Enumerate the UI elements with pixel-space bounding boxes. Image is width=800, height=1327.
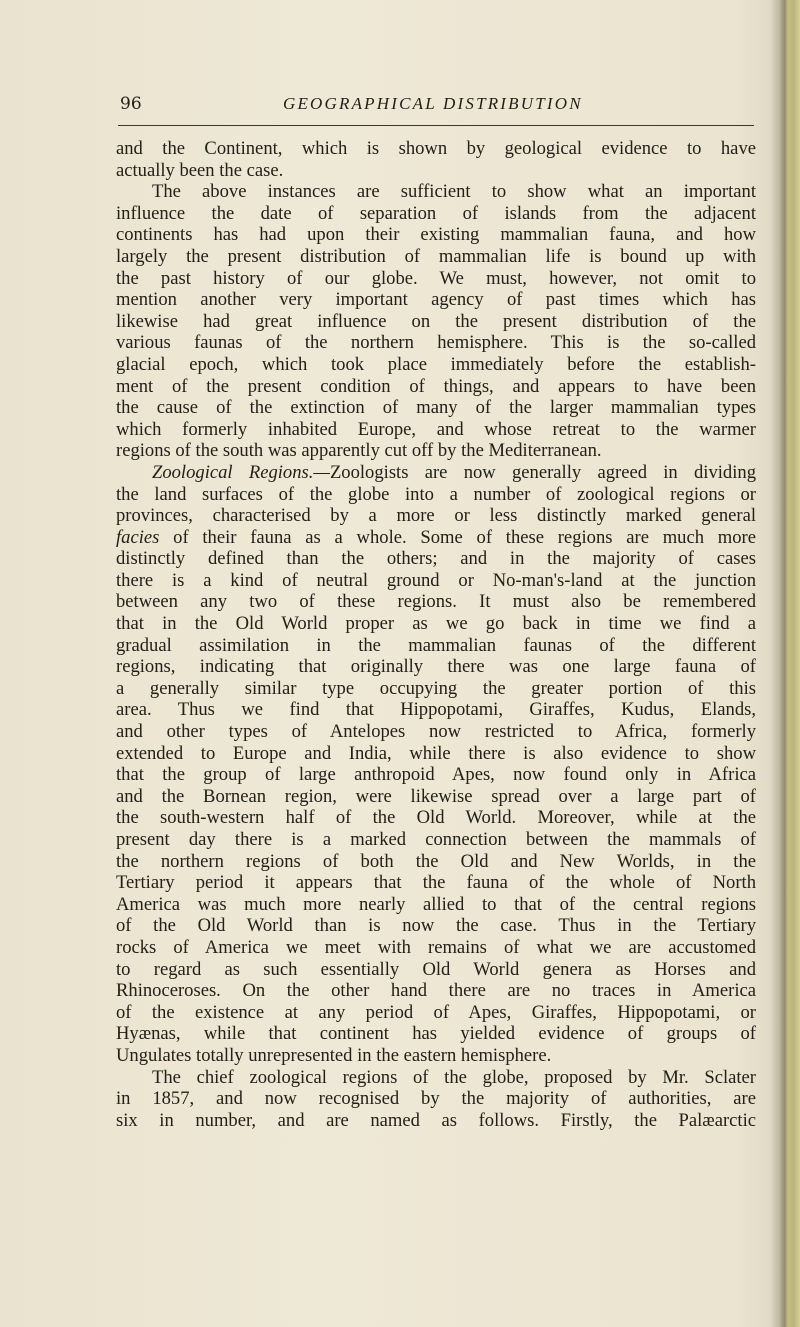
header-rule (118, 125, 754, 126)
text-line: which formerly inhabited Europe, and whose retreat to the warmer (116, 418, 756, 440)
text-line: in 1857, and now recognised by the majority of authorities, are (116, 1088, 756, 1110)
page-number: 96 (120, 94, 142, 114)
text-line: and the Continent, which is shown by geological evidence to have (116, 138, 756, 159)
text-line: a generally similar type occupying the greater portion of this (116, 677, 756, 699)
text-line: regions, indicating that originally there was one large fauna of (116, 656, 756, 678)
page-header (120, 94, 750, 124)
text-line: the land surfaces of the globe into a number of zoological regions or (116, 483, 756, 505)
text-line (116, 527, 756, 549)
text-line: various faunas of the northern hemisphere. This is the so-called (116, 332, 756, 354)
text-line: gradual assimilation in the mammalian faunas of the different (116, 634, 756, 656)
text-line: likewise had great influence on the present distribution of the (116, 310, 756, 332)
text-line: extended to Europe and India, while there is also evidence to show (116, 742, 756, 764)
text-line: of the Old World than is now the case. Thus in the Tertiary (116, 915, 756, 937)
text-line: largely the present distribution of mammalian life is bound up with (116, 245, 756, 267)
text-line: Ungulates totally unrepresented in the eastern hemisphere. (116, 1044, 552, 1066)
text-line: the northern regions of both the Old and New Worlds, in the (116, 850, 756, 872)
text-line: America was much more nearly allied to that of the central regions (116, 893, 756, 915)
text-line: Hyænas, while that continent has yielded evidence of groups of (116, 1023, 756, 1045)
paragraph-start-line (116, 462, 756, 484)
text-line: that the group of large anthropoid Apes, now found only in Africa (116, 764, 756, 786)
body-text (116, 138, 756, 1131)
text-line: to regard as such essentially Old World genera as Horses and (116, 958, 756, 980)
italic-word-facies: facies (116, 526, 160, 548)
text-line: mention another very important agency of past times which has (116, 289, 756, 311)
running-head: GEOGRAPHICAL DISTRIBUTION (283, 94, 583, 113)
text-line: glacial epoch, which took place immediately before the establish- (116, 353, 756, 375)
text-line: the cause of the extinction of many of the larger mammalian types (116, 397, 756, 419)
text-line: and other types of Antelopes now restricted to Africa, formerly (116, 721, 756, 743)
text-line: the past history of our globe. We must, however, not omit to (116, 267, 756, 289)
text-line: influence the date of separation of islands from the adjacent (116, 202, 756, 224)
text-line-rest: Zoologists are now generally agreed in dividing (329, 461, 756, 483)
text-line: between any two of these regions. It must also be remembered (116, 591, 756, 613)
text-line: regions of the south was apparently cut off by the Mediterranean. (116, 440, 602, 462)
page-edge (778, 0, 800, 1327)
text-line: and the Bornean region, were likewise spread over a large part of (116, 785, 756, 807)
text-line: six in number, and are named as follows. Firstly, the Palæarctic (116, 1109, 756, 1131)
text-line: area. Thus we find that Hippopotami, Giraffes, Kudus, Elands, (116, 699, 756, 721)
page-gutter-shadow (770, 0, 778, 1327)
text-line: Rhinoceroses. On the other hand there are no traces in America (116, 980, 756, 1002)
text-line-rest: of their fauna as a whole. Some of these regions are much more (173, 526, 756, 548)
text-line: continents has had upon their existing mammalian fauna, and how (116, 224, 756, 246)
text-line: the south-western half of the Old World. Moreover, while at the (116, 807, 756, 829)
text-line: provinces, characterised by a more or less distinctly marked general (116, 505, 756, 527)
text-line: actually been the case. (116, 159, 284, 181)
text-line: rocks of America we meet with remains of what we are accustomed (116, 936, 756, 958)
text-line: of the existence at any period of Apes, Giraffes, Hippopotami, or (116, 1001, 756, 1023)
section-heading-zoological-regions: Zoological Regions.— (152, 461, 330, 483)
text-line: there is a kind of neutral ground or No-man's-land at the junction (116, 569, 756, 591)
text-line: distinctly defined than the others; and in the majority of cases (116, 548, 756, 570)
text-line: that in the Old World proper as we go back in time we find a (116, 613, 756, 635)
text-line: ment of the present condition of things, and appears to have been (116, 375, 756, 397)
paragraph-start-line: The above instances are sufficient to show what an important (152, 181, 756, 203)
paragraph-start-line: The chief zoological regions of the globe, proposed by Mr. Sclater (152, 1066, 756, 1088)
text-line: present day there is a marked connection between the mammals of (116, 829, 756, 850)
text-line: Tertiary period it appears that the fauna of the whole of North (116, 872, 756, 894)
